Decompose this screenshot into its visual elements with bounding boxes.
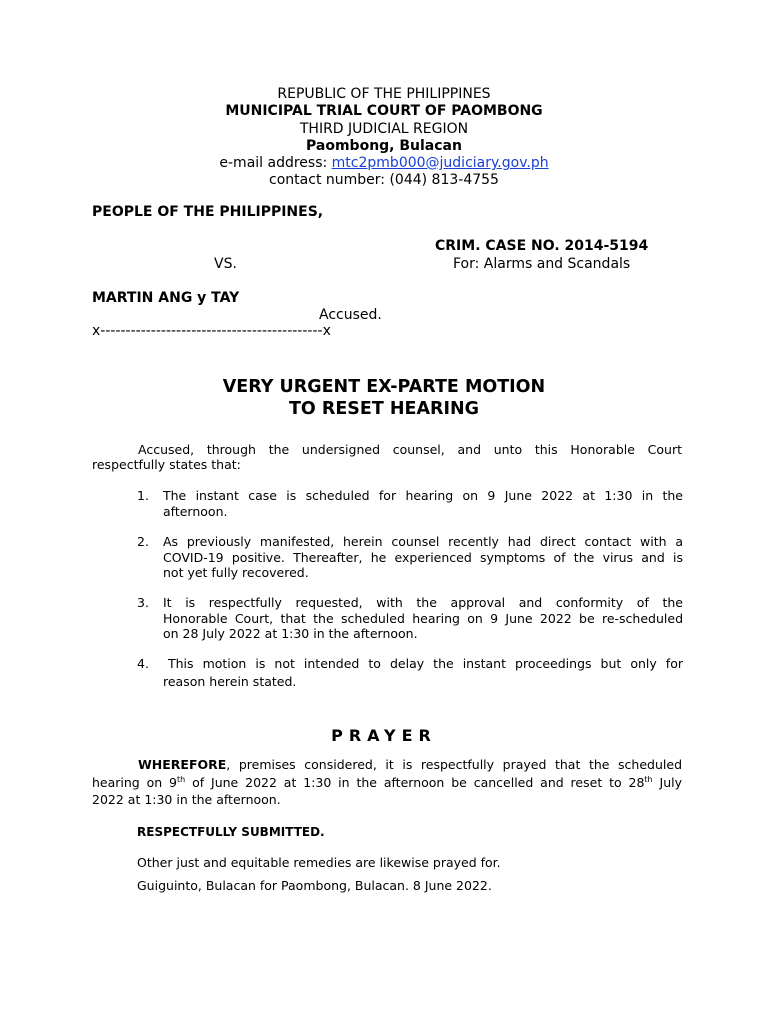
place-date-line: Guiguinto, Bulacan for Paombong, Bulacan. 8 June 2022. (137, 878, 492, 893)
email-link[interactable]: mtc2pmb000@judiciary.gov.ph (331, 155, 549, 171)
caption-separator: x--------------------------------------------x (92, 323, 331, 339)
item-number: 3. (137, 595, 149, 610)
item-number: 2. (137, 534, 149, 549)
item-line: The instant case is scheduled for hearing on 9 June 2022 at 1:30 in the (163, 488, 683, 503)
ordinal-suffix: th (177, 774, 186, 784)
prayer-heading: PRAYER (331, 726, 437, 745)
prayer-line2-a: hearing on 9 (92, 775, 178, 790)
item-line: It is respectfully requested, with the approval and conformity of the (163, 595, 683, 610)
prayer-line1 (138, 757, 682, 773)
item-line: not yet fully recovered. (163, 565, 309, 580)
plaintiff-name: PEOPLE OF THE PHILIPPINES, (92, 204, 324, 220)
case-number: CRIM. CASE NO. 2014-5194 (435, 238, 649, 254)
item-line: on 28 July 2022 at 1:30 in the afternoon. (163, 626, 418, 641)
item-line: Honorable Court, that the scheduled hearing on 9 June 2022 be re-scheduled (163, 610, 683, 626)
email-line (0, 155, 768, 172)
ordinal-suffix: th (644, 774, 653, 784)
item-line: This motion is not intended to delay the instant proceedings but only for (168, 656, 683, 671)
item-line: COVID-19 positive. Thereafter, he experienced symptoms of the virus and is (163, 549, 683, 565)
item-number: 4. (137, 656, 149, 671)
prayer-line3: 2022 at 1:30 in the afternoon. (92, 792, 281, 807)
remedies-line: Other just and equitable remedies are likewise prayed for. (137, 855, 501, 870)
wherefore-label: WHEREFORE (138, 757, 227, 772)
item-line: reason herein stated. (163, 674, 297, 689)
judicial-region: THIRD JUDICIAL REGION (299, 121, 469, 137)
motion-title-line2: TO RESET HEARING (288, 399, 480, 419)
prayer-line2 (92, 775, 682, 791)
contact-number: contact number: (044) 813-4755 (269, 172, 499, 188)
charge-label: For: Alarms and Scandals (453, 256, 631, 272)
email-label: e-mail address: (219, 155, 332, 171)
versus-label: VS. (214, 256, 237, 272)
court-name: MUNICIPAL TRIAL COURT OF PAOMBONG (225, 103, 543, 119)
prayer-line2-c: July (652, 775, 682, 790)
intro-line2: respectfully states that: (92, 457, 241, 472)
item-line: As previously manifested, herein counsel recently had direct contact with a (163, 534, 683, 549)
prayer-line2-b: of June 2022 at 1:30 in the afternoon be cancelled and reset to 28 (185, 775, 645, 790)
accused-name: MARTIN ANG y TAY (92, 290, 240, 306)
respectfully-submitted: RESPECTFULLY SUBMITTED. (137, 825, 325, 839)
motion-title-line1: VERY URGENT EX-PARTE MOTION (222, 377, 546, 397)
court-location: Paombong, Bulacan (306, 138, 462, 154)
item-number: 1. (137, 488, 149, 503)
prayer-line1-rest: , premises considered, it is respectfully prayed that the scheduled (226, 757, 682, 772)
republic-line: REPUBLIC OF THE PHILIPPINES (277, 86, 491, 102)
accused-label: Accused. (319, 307, 382, 323)
intro-line1: Accused, through the undersigned counsel, and unto this Honorable Court (138, 442, 682, 457)
item-line: afternoon. (163, 503, 228, 519)
